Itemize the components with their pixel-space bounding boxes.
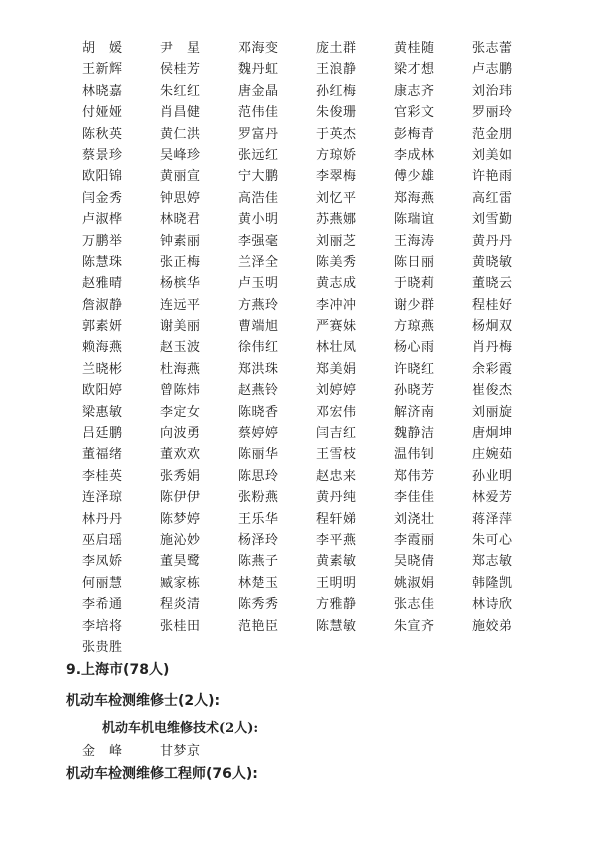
person-name: 张志佳 bbox=[394, 597, 435, 613]
person-name: 肖昌健 bbox=[160, 105, 201, 121]
person-name: 崔俊杰 bbox=[472, 383, 513, 399]
person-name: 许艳雨 bbox=[472, 169, 513, 185]
person-name: 王海涛 bbox=[394, 233, 435, 249]
name-row bbox=[82, 530, 582, 551]
person-name: 李翠梅 bbox=[316, 169, 357, 185]
person-name: 吴峰珍 bbox=[160, 147, 201, 163]
person-name: 卢淑桦 bbox=[82, 212, 123, 228]
person-name: 李桂英 bbox=[82, 468, 123, 484]
person-name: 王新辉 bbox=[82, 62, 123, 78]
name-row bbox=[82, 295, 582, 316]
person-name: 庞土群 bbox=[316, 41, 357, 56]
name-row bbox=[82, 231, 582, 252]
person-name: 赵玉波 bbox=[160, 340, 201, 356]
person-name: 梁惠敏 bbox=[82, 404, 123, 420]
person-name: 张贵胜 bbox=[82, 639, 123, 655]
person-name: 曾陈炜 bbox=[160, 383, 201, 399]
name-row bbox=[82, 38, 582, 59]
name-list bbox=[82, 38, 582, 658]
person-name: 董昊鹭 bbox=[160, 554, 201, 570]
person-name: 李定女 bbox=[160, 404, 201, 420]
name-row bbox=[82, 316, 582, 337]
person-name: 张志蕾 bbox=[472, 41, 513, 56]
person-name: 官彩文 bbox=[394, 105, 435, 121]
person-name: 杜海燕 bbox=[160, 361, 201, 377]
category-heading-engineer: 机动车检测维修工程师(76人): bbox=[66, 766, 258, 782]
person-name: 陈秀秀 bbox=[238, 597, 279, 613]
person-name: 林楚玉 bbox=[238, 575, 279, 591]
person-name: 刘丽旋 bbox=[472, 404, 513, 420]
person-name: 王明明 bbox=[316, 575, 357, 591]
person-name: 赖海燕 bbox=[82, 340, 123, 356]
person-name: 吕廷鹏 bbox=[82, 426, 123, 442]
person-name: 余彩霞 bbox=[472, 361, 513, 377]
name-row bbox=[82, 423, 582, 444]
person-name: 刘丽芝 bbox=[316, 233, 357, 249]
person-name: 胡 媛 bbox=[82, 41, 123, 56]
person-name: 侯桂芳 bbox=[160, 62, 201, 78]
person-name: 杨炯双 bbox=[472, 319, 513, 335]
person-name: 陈丽华 bbox=[238, 447, 279, 463]
person-name: 方雅静 bbox=[316, 597, 357, 613]
person-name: 陈瑞谊 bbox=[394, 212, 435, 228]
person-name: 邓宏伟 bbox=[316, 404, 357, 420]
person-name: 王浪静 bbox=[316, 62, 357, 78]
person-name: 闫吉红 bbox=[316, 426, 357, 442]
person-name: 赵忠来 bbox=[316, 468, 357, 484]
person-name: 杨泽玲 bbox=[238, 532, 279, 548]
person-name: 朱红红 bbox=[160, 83, 201, 99]
name-row bbox=[82, 359, 582, 380]
person-name: 唐炯坤 bbox=[472, 426, 513, 442]
person-name: 谢美丽 bbox=[160, 319, 201, 335]
person-name: 李成林 bbox=[394, 147, 435, 163]
person-name: 林壮凤 bbox=[316, 340, 357, 356]
person-name: 黄仁洪 bbox=[160, 126, 201, 142]
person-name: 朱俊珊 bbox=[316, 105, 357, 121]
person-name: 连远平 bbox=[160, 297, 201, 313]
category-heading-technician: 机动车检测维修士(2人): bbox=[66, 693, 221, 709]
person-name: 黄丽宣 bbox=[160, 169, 201, 185]
person-name: 郑志敏 bbox=[472, 554, 513, 570]
person-name: 曹端旭 bbox=[238, 319, 279, 335]
person-name: 杨心雨 bbox=[394, 340, 435, 356]
person-name: 于晓莉 bbox=[394, 276, 435, 292]
person-name: 张远红 bbox=[238, 147, 279, 163]
name-row bbox=[82, 124, 582, 145]
person-name: 赵雅晴 bbox=[82, 276, 123, 292]
person-name: 赵燕铃 bbox=[238, 383, 279, 399]
person-name: 郑伟芳 bbox=[394, 468, 435, 484]
person-name: 李冲冲 bbox=[316, 297, 357, 313]
person-name: 张粉燕 bbox=[238, 490, 279, 506]
person-name: 董福绪 bbox=[82, 447, 123, 463]
person-name: 康志齐 bbox=[394, 83, 435, 99]
person-name: 郭素妍 bbox=[82, 319, 123, 335]
person-name: 王乐华 bbox=[238, 511, 279, 527]
person-name: 陈秋英 bbox=[82, 126, 123, 142]
person-name: 苏燕娜 bbox=[316, 212, 357, 228]
name-row bbox=[82, 551, 582, 572]
person-name: 林晓嘉 bbox=[82, 83, 123, 99]
person-name: 刘美如 bbox=[472, 147, 513, 163]
person-name: 傅少雄 bbox=[394, 169, 435, 185]
person-name: 连泽琼 bbox=[82, 490, 123, 506]
person-name: 欧阳锦 bbox=[82, 169, 123, 185]
person-name: 刘雪勤 bbox=[472, 212, 513, 228]
region-heading-shanghai: 9.上海市(78人) bbox=[66, 662, 170, 678]
person-name: 李强毫 bbox=[238, 233, 279, 249]
person-name: 刘治玮 bbox=[472, 83, 513, 99]
person-name: 董晓云 bbox=[472, 276, 513, 292]
person-name: 刘婷婷 bbox=[316, 383, 357, 399]
person-name: 兰泽全 bbox=[238, 254, 279, 270]
person-name: 范伟佳 bbox=[238, 105, 279, 121]
person-name: 孙业明 bbox=[472, 468, 513, 484]
person-name: 方燕玲 bbox=[238, 297, 279, 313]
person-name: 郑洪珠 bbox=[238, 361, 279, 377]
person-name: 王雪枝 bbox=[316, 447, 357, 463]
person-name: 张桂田 bbox=[160, 618, 201, 634]
name-row bbox=[82, 637, 582, 658]
person-name: 魏静洁 bbox=[394, 426, 435, 442]
person-name: 孙晓芳 bbox=[394, 383, 435, 399]
person-name: 张正梅 bbox=[160, 254, 201, 270]
name-row bbox=[82, 81, 582, 102]
person-name: 严赛妹 bbox=[316, 319, 357, 335]
name-row bbox=[82, 402, 582, 423]
person-name: 施姣弟 bbox=[472, 618, 513, 634]
name-row bbox=[82, 466, 582, 487]
person-name: 魏丹虹 bbox=[238, 62, 279, 78]
person-name: 庄婉茹 bbox=[472, 447, 513, 463]
person-name: 陈慧珠 bbox=[82, 254, 123, 270]
person-name: 蔡婷婷 bbox=[238, 426, 279, 442]
name-row bbox=[82, 616, 582, 637]
name-row bbox=[82, 380, 582, 401]
person-name: 程炎清 bbox=[160, 597, 201, 613]
person-name: 唐金晶 bbox=[238, 83, 279, 99]
person-name: 黄桂随 bbox=[394, 41, 435, 56]
person-name: 许晓红 bbox=[394, 361, 435, 377]
person-name: 何丽慧 bbox=[82, 575, 123, 591]
person-name: 程轩娣 bbox=[316, 511, 357, 527]
person-name: 孙红梅 bbox=[316, 83, 357, 99]
person-name: 欧阳婷 bbox=[82, 383, 123, 399]
person-name: 郑美娟 bbox=[316, 361, 357, 377]
person-name: 彭梅青 bbox=[394, 126, 435, 142]
person-name: 于英杰 bbox=[316, 126, 357, 142]
person-name: 李佳佳 bbox=[394, 490, 435, 506]
person-name: 付娅娅 bbox=[82, 105, 123, 121]
person-name: 陈日丽 bbox=[394, 254, 435, 270]
person-name: 黄丹纯 bbox=[316, 490, 357, 506]
person-name: 解济南 bbox=[394, 404, 435, 420]
person-name: 方琼燕 bbox=[394, 319, 435, 335]
person-name: 尹 星 bbox=[160, 41, 201, 56]
person-name: 方琼娇 bbox=[316, 147, 357, 163]
person-name: 高浩佳 bbox=[238, 190, 279, 206]
person-name: 刘浇壮 bbox=[394, 511, 435, 527]
specialty-heading: 机动车机电维修技术(2人): bbox=[102, 721, 259, 736]
person-name: 杨槟华 bbox=[160, 276, 201, 292]
person-name: 万鹏举 bbox=[82, 233, 123, 249]
name-row bbox=[82, 594, 582, 615]
person-name: 罗富丹 bbox=[238, 126, 279, 142]
person-name: 陈思玲 bbox=[238, 468, 279, 484]
person-name: 罗丽玲 bbox=[472, 105, 513, 121]
name-row bbox=[82, 59, 582, 80]
name-row bbox=[82, 509, 582, 530]
person-name: 邓海变 bbox=[238, 41, 279, 56]
person-name: 吴晓倩 bbox=[394, 554, 435, 570]
person-name: 李平燕 bbox=[316, 532, 357, 548]
person-name: 陈燕子 bbox=[238, 554, 279, 570]
name-row bbox=[82, 444, 582, 465]
person-name: 林晓君 bbox=[160, 212, 201, 228]
person-name: 陈伊伊 bbox=[160, 490, 201, 506]
person-name: 钟思婷 bbox=[160, 190, 201, 206]
name-row bbox=[82, 337, 582, 358]
person-name: 梁才想 bbox=[394, 62, 435, 78]
technician-name-2: 甘梦京 bbox=[160, 744, 201, 759]
person-name: 韩隆凯 bbox=[472, 575, 513, 591]
person-name: 黄志成 bbox=[316, 276, 357, 292]
person-name: 程桂好 bbox=[472, 297, 513, 313]
person-name: 范金朋 bbox=[472, 126, 513, 142]
person-name: 黄丹丹 bbox=[472, 233, 513, 249]
person-name: 董欢欢 bbox=[160, 447, 201, 463]
person-name: 陈晓香 bbox=[238, 404, 279, 420]
person-name: 李霞丽 bbox=[394, 532, 435, 548]
person-name: 陈美秀 bbox=[316, 254, 357, 270]
person-name: 张秀娟 bbox=[160, 468, 201, 484]
name-row bbox=[82, 573, 582, 594]
person-name: 范艳臣 bbox=[238, 618, 279, 634]
person-name: 刘忆平 bbox=[316, 190, 357, 206]
person-name: 朱宣齐 bbox=[394, 618, 435, 634]
person-name: 卢志鹏 bbox=[472, 62, 513, 78]
person-name: 林丹丹 bbox=[82, 511, 123, 527]
technician-name-1: 金 峰 bbox=[82, 744, 123, 759]
person-name: 徐伟红 bbox=[238, 340, 279, 356]
person-name: 巫启瑶 bbox=[82, 532, 123, 548]
name-row bbox=[82, 145, 582, 166]
person-name: 朱可心 bbox=[472, 532, 513, 548]
name-row bbox=[82, 273, 582, 294]
person-name: 黄小明 bbox=[238, 212, 279, 228]
person-name: 臧家栋 bbox=[160, 575, 201, 591]
person-name: 李凤娇 bbox=[82, 554, 123, 570]
person-name: 林爱芳 bbox=[472, 490, 513, 506]
person-name: 高红雷 bbox=[472, 190, 513, 206]
person-name: 宁大鹏 bbox=[238, 169, 279, 185]
name-row bbox=[82, 166, 582, 187]
person-name: 兰晓彬 bbox=[82, 361, 123, 377]
name-row bbox=[82, 188, 582, 209]
person-name: 黄晓敏 bbox=[472, 254, 513, 270]
person-name: 钟素丽 bbox=[160, 233, 201, 249]
person-name: 陈梦婷 bbox=[160, 511, 201, 527]
person-name: 蔡景珍 bbox=[82, 147, 123, 163]
person-name: 詹淑静 bbox=[82, 297, 123, 313]
person-name: 李希通 bbox=[82, 597, 123, 613]
person-name: 郑海燕 bbox=[394, 190, 435, 206]
person-name: 向波勇 bbox=[160, 426, 201, 442]
person-name: 林诗欣 bbox=[472, 597, 513, 613]
person-name: 谢少群 bbox=[394, 297, 435, 313]
person-name: 陈慧敏 bbox=[316, 618, 357, 634]
name-row bbox=[82, 252, 582, 273]
person-name: 李培将 bbox=[82, 618, 123, 634]
person-name: 蒋泽萍 bbox=[472, 511, 513, 527]
name-row bbox=[82, 209, 582, 230]
person-name: 施沁妙 bbox=[160, 532, 201, 548]
person-name: 黄素敏 bbox=[316, 554, 357, 570]
name-row bbox=[82, 487, 582, 508]
name-row bbox=[82, 102, 582, 123]
person-name: 闫金秀 bbox=[82, 190, 123, 206]
person-name: 卢玉明 bbox=[238, 276, 279, 292]
person-name: 温伟钊 bbox=[394, 447, 435, 463]
person-name: 姚淑娟 bbox=[394, 575, 435, 591]
person-name: 肖丹梅 bbox=[472, 340, 513, 356]
